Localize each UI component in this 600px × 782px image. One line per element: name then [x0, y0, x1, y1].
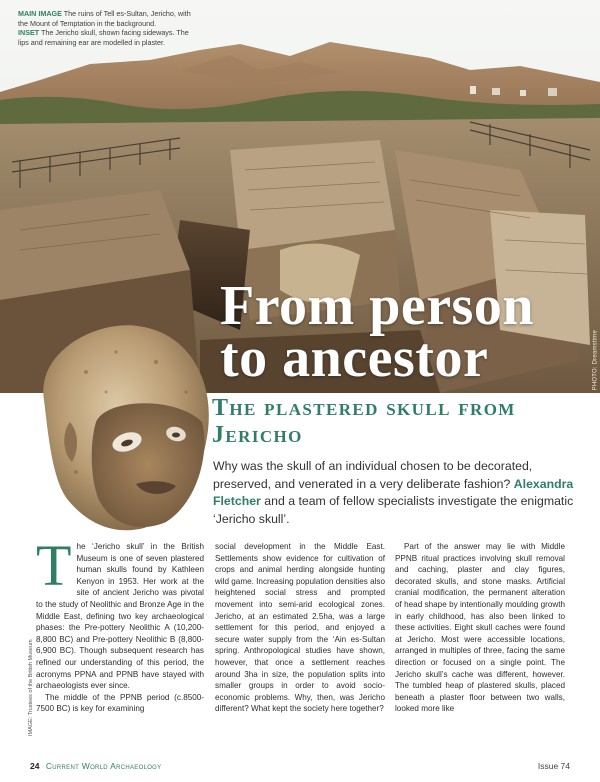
- standfirst-intro: Why was the skull of an individual chosen to be decorated, preserved, and venerated in a very deliberate fashion?: [213, 459, 533, 491]
- body-column-3: [395, 541, 565, 715]
- image-credit: IMAGE: Trustees of the British Museum: [28, 639, 34, 736]
- caption-main-text: The ruins of Tell es-Sultan, Jericho, with the Mount of Temptation in the background.: [18, 9, 191, 28]
- issue-number: Issue 74: [537, 761, 570, 771]
- caption-inset-label: INSET: [18, 28, 40, 38]
- photo-caption: [18, 9, 196, 47]
- body-paragraph: he ‘Jericho skull’ in the British Museum is one of seven plastered human skulls found by Kathleen Kenyon in 1953. Her work at the site of ancient Jericho was pivotal to the study of Neolithic and Bronze Age in the Middle East, defining two key archaeological phases: the Pre-pottery Neolithic A (10,200-8,800 BC) and Pre-pottery Neolithic B (8,800-6,900 BC). Though subsequent research has refined our understanding of this period, the acronyms PPNA and PPNB have stayed with archaeologists ever since.: [36, 542, 204, 691]
- article-title: From person to ancestor: [220, 275, 534, 389]
- standfirst: [213, 458, 588, 528]
- photo-credit: PHOTO: Dreamstime: [592, 330, 598, 391]
- page-number: 24: [30, 761, 40, 771]
- drop-cap: T: [36, 533, 72, 598]
- caption-main-label: MAIN IMAGE: [18, 9, 62, 18]
- body-column-1: [36, 533, 204, 715]
- body-paragraph: Part of the answer may lie with Middle PPNB ritual practices involving skull removal and caching, plaster and clay figures, decorated skulls, and stone masks. Artificial cranial modification, the permanent alteration of head shape by intentionally moulding growth in early childhood, has also been linked to these activities. Eight skull caches were found at Jericho. Most were accessible locations, arranged in multiples of three, facing the same direction or focused on a single point. The Jericho skull’s cache was different, however. The tumbled heap of plastered skulls, placed beneath a plaster floor between two walls, looked more like: [395, 542, 565, 714]
- article-subtitle: The plastered skull from Jericho: [212, 395, 516, 448]
- standfirst-outro: and a team of fellow specialists investigate the enigmatic ‘Jericho skull’.: [213, 494, 574, 526]
- author-name: Alexandra Fletcher: [213, 476, 574, 508]
- jericho-skull-image: [26, 312, 216, 537]
- magazine-name: Current World Archaeology: [45, 761, 162, 771]
- body-paragraph: The middle of the PPNB period (c.8500-7500 BC) is key for examining: [36, 692, 204, 714]
- body-column-2: [215, 541, 385, 715]
- caption-inset-text: The Jericho skull, shown facing sideways. The lips and remaining ear are modelled in plaster.: [18, 28, 189, 47]
- page-footer: [30, 761, 570, 775]
- body-paragraph: social development in the Middle East. Settlements show evidence for cultivation of crops and animal herding alongside hunting wild game. Increasing population densities also heightened social stress and prompted movement into semi-arid ecological zones. Jericho, at an estimated 2.5ha, was a large settlement for this period, and enjoyed a secure water supply from the ‘Ain es-Sultan spring. Anthropological studies have shown, however, that once a settlement reaches around 3ha in size, the population splits into smaller groups in order to avoid socio-economic problems. Why, then, was Jericho different? What kept the society here together?: [215, 542, 385, 714]
